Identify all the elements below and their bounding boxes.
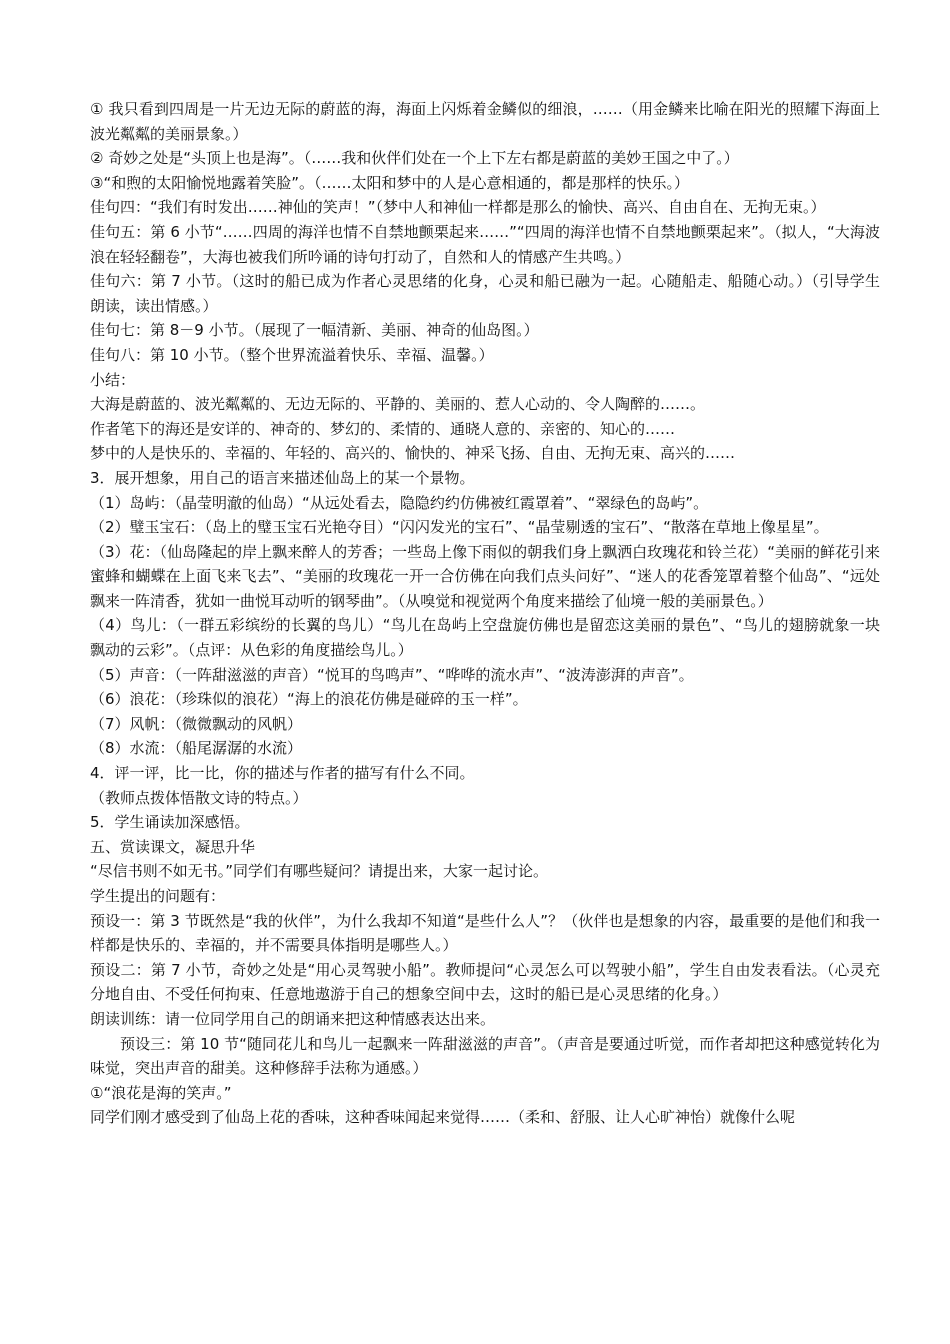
paragraph-20: （7）风帆：（微微飘动的风帆） (90, 714, 303, 733)
paragraph-8: 佳句八：第 10 小节。（整个世界流溢着快乐、幸福、温馨。） (90, 345, 494, 364)
paragraph-17: （4）鸟儿：（一群五彩缤纷的长翼的鸟儿）“鸟儿在岛屿上空盘旋仿佛也是留恋这美丽的景色”、“鸟儿的翅膀就象一块飘动的云彩”。（点评：从色彩的角度描绘鸟儿。） (90, 616, 880, 660)
paragraph-13: 3．展开想象，用自己的语言来描述仙岛上的某一个景物。 (90, 468, 475, 487)
paragraph-22: 4．评一评，比一比，你的描述与作者的描写有什么不同。 (90, 764, 475, 783)
paragraph-23: （教师点拨体悟散文诗的特点。） (90, 788, 308, 807)
paragraph-16: （3）花：（仙岛隆起的岸上飘来醉人的芳香；一些岛上像下雨似的朝我们身上飘洒白玫瑰花和铃兰花）“美丽的鲜花引来蜜蜂和蝴蝶在上面飞来飞去”、“美丽的玫瑰花一开一合仿佛在向我们点头问好”、“迷人的花香笼罩着整个仙岛”、“远处飘来一阵清香，犹如一曲悦耳动听的钢琴曲”。（从嗅觉和视觉两个角度来描绘了仙境一般的美丽景色。） (90, 542, 880, 610)
paragraph-19: （6）浪花：（珍珠似的浪花）“海上的浪花仿佛是碰碎的玉一样”。 (90, 690, 528, 709)
paragraph-4: 佳句四：“我们有时发出……神仙的笑声！”（梦中人和神仙一样都是那么的愉快、高兴、自由自在、无拘无束。） (90, 198, 826, 217)
paragraph-24: 5．学生诵读加深感悟。 (90, 813, 250, 832)
paragraph-7: 佳句七：第 8－9 小节。（展现了一幅清新、美丽、神奇的仙岛图。） (90, 321, 539, 340)
paragraph-21: （8）水流：（船尾潺潺的水流） (90, 739, 303, 758)
paragraph-18: （5）声音：（一阵甜滋滋的声音）“悦耳的鸟鸣声”、“哗哗的流水声”、“波涛澎湃的声音”。 (90, 665, 694, 684)
paragraph-1: ① 我只看到四周是一片无边无际的蔚蓝的海，海面上闪烁着金鳞似的细浪，……（用金鳞来比喻在阳光的照耀下海面上波光粼粼的美丽景象。） (90, 100, 880, 143)
paragraph-2: ② 奇妙之处是“头顶上也是海”。（……我和伙伴们处在一个上下左右都是蔚蓝的美妙王国之中了。） (90, 149, 739, 168)
paragraph-28: 预设一：第 3 节既然是“我的伙伴”，为什么我却不知道“是些什么人”？（伙伴也是想象的内容，最重要的是他们和我一样都是快乐的、幸福的，并不需要具体指明是哪些人。） (90, 911, 880, 955)
paragraph-30: 朗读训练：请一位同学用自己的朗诵来把这种情感表达出来。 (90, 1009, 496, 1028)
paragraph-31: 预设三：第 10 节“随同花儿和鸟儿一起飘来一阵甜滋滋的声音”。（声音是要通过听觉，而作者却把这种感觉转化为味觉，突出声音的甜美。这种修辞手法称为通感。） (90, 1034, 880, 1078)
paragraph-32: ①“浪花是海的笑声。” (90, 1083, 232, 1102)
paragraph-3: ③“和煦的太阳愉悦地露着笑脸”。（……太阳和梦中的人是心意相通的，都是那样的快乐。） (90, 173, 689, 192)
paragraph-10: 大海是蔚蓝的、波光粼粼的、无边无际的、平静的、美丽的、惹人心动的、令人陶醉的……。 (90, 395, 706, 414)
paragraph-15: （2）璧玉宝石：（岛上的璧玉宝石光艳夺目）“闪闪发光的宝石”、“晶莹剔透的宝石”、“散落在草地上像星星”。 (90, 518, 829, 537)
section-heading: 五、赏读课文，凝思升华 (90, 837, 256, 856)
document-page (90, 97, 880, 1130)
paragraph-27: 学生提出的问题有： (90, 887, 226, 905)
paragraph-29: 预设二：第 7 小节，奇妙之处是“用心灵驾驶小船”。教师提问“心灵怎么可以驾驶小船”，学生自由发表看法。（心灵充分地自由、不受任何拘束、任意地遨游于自己的想象空间中去，这时的船已是心灵思绪的化身。） (90, 960, 880, 1004)
paragraph-12: 梦中的人是快乐的、幸福的、年轻的、高兴的、愉快的、神采飞扬、自由、无拘无束、高兴的…… (90, 444, 736, 463)
summary-heading: 小结： (90, 370, 136, 389)
paragraph-14: （1）岛屿：（晶莹明澈的仙岛）“从远处看去，隐隐约约仿佛被红霞罩着”、“翠绿色的岛屿”。 (90, 493, 709, 512)
paragraph-6: 佳句六：第 7 小节。（这时的船已成为作者心灵思绪的化身，心灵和船已融为一起。心随船走、船随心动。）（引导学生朗读，读出情感。） (90, 272, 880, 315)
paragraph-5: 佳句五：第 6 小节“……四周的海洋也情不自禁地颤栗起来……”“四周的海洋也情不自禁地颤栗起来”。（拟人，“大海波浪在轻轻翻卷”，大海也被我们所吟诵的诗句打动了，自然和人的情感产生共鸣。） (90, 222, 880, 266)
paragraph-11: 作者笔下的海还是安详的、神奇的、梦幻的、柔情的、通晓人意的、亲密的、知心的…… (90, 419, 676, 438)
paragraph-33: 同学们刚才感受到了仙岛上花的香味，这种香味闻起来觉得……（柔和、舒服、让人心旷神怡）就像什么呢 (90, 1108, 796, 1127)
paragraph-26: “尽信书则不如无书。”同学们有哪些疑问？请提出来，大家一起讨论。 (90, 862, 549, 881)
